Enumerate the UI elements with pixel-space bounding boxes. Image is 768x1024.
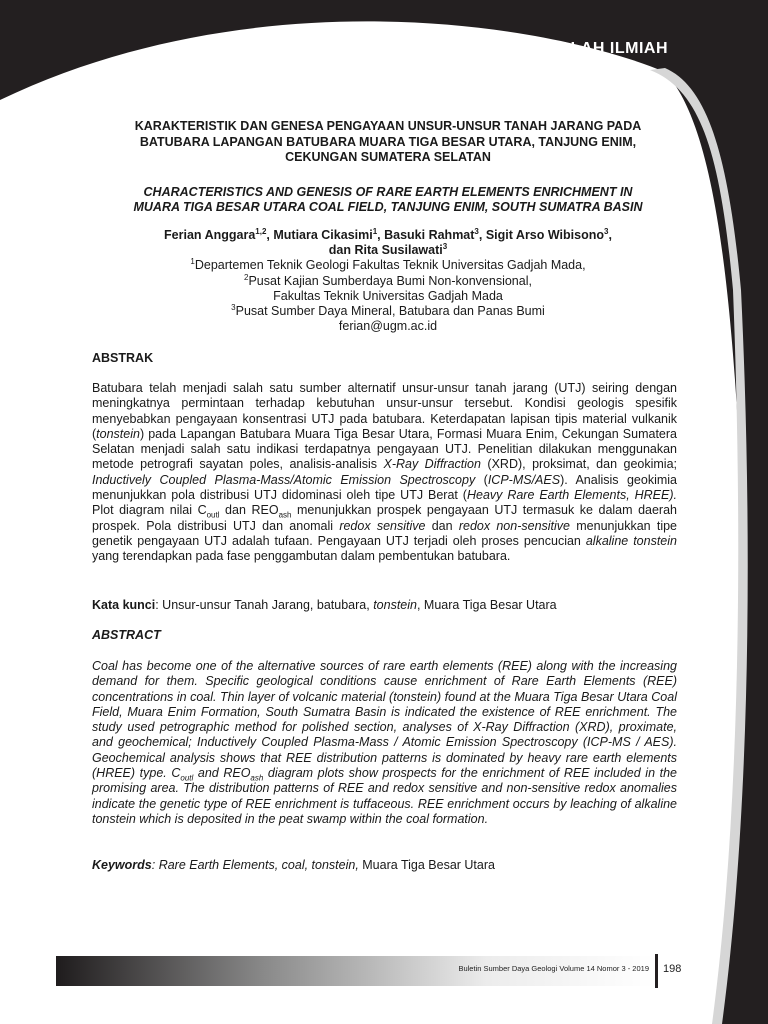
title-id-line2: BATUBARA LAPANGAN BATUBARA MUARA TIGA BESAR UTARA, TANJUNG ENIM, bbox=[139, 134, 637, 149]
author-2: Mutiara Cikasimi bbox=[273, 228, 373, 242]
authors-block bbox=[86, 228, 690, 334]
abstract-paragraph: Coal has become one of the alternative sources of rare earth elements (REE) along with the increasing demand for them. Specific geological conditions cause enrichment of Rare Earth Elements (REE) concentrations in coal. Thin layer of volcanic material (tonstein) found at the Muara Tiga Besar Utara Coal Field, Muara Enim Formation, South Sumatra Basin is indicated the existence of REE enrichment. The study used petrographic method for polished section, analyses of X-Ray Diffraction (XRD), proximate, and geochemical; Inductively Coupled Plasma-Mass / Atomic Emission Spectroscopy (ICP-MS / AES). Geochemical analysis shows that REE distribution patterns is dominated by heavy rare earth elements (HREE) type. $C_{outl}$ and $REO_{ash}$ diagram plots show prospects for the enrichment of REE included in the promising area. The distribution patterns of REE and redox sensitive and non-sensitive redox anomalies indicate the genetic type of REE enrichment is tuffaceous. REE enrichment occurs by leaching of alkaline tonstein which is deposited in the peat swamp within the coal formation. bbox=[92, 659, 677, 826]
affiliation-1: $^1$Departemen Teknik Geologi Fakultas Teknik Universitas Gadjah Mada, bbox=[190, 257, 586, 273]
author-3: Basuki Rahmat bbox=[384, 228, 475, 242]
title-english bbox=[86, 185, 690, 216]
title-en-line2: MUARA TIGA BESAR UTARA COAL FIELD, TANJUNG ENIM, SOUTH SUMATRA BASIN bbox=[133, 200, 643, 214]
author-names-line1: Ferian Anggara$^{1,2}$, Mutiara Cikasimi$^1$, Basuki Rahmat$^3$, Sigit Arso Wibisono$^3$, bbox=[164, 226, 612, 242]
author-1: Ferian Anggara bbox=[164, 228, 256, 242]
title-en-line1: CHARACTERISTICS AND GENESIS OF RARE EARTH ELEMENTS ENRICHMENT IN bbox=[143, 184, 633, 199]
author-5: Rita Susilawati bbox=[354, 243, 443, 258]
footer-journal: Buletin Sumber Daya Geologi Volume 14 Nomor 3 - 2019 bbox=[458, 964, 649, 973]
abstrak-paragraph: Batubara telah menjadi salah satu sumber alternatif unsur-unsur tanah jarang (UTJ) seiring dengan meningkatnya permintaan terhadap kebutuhan unsur-unsur tersebut. Kondisi geologis spesifik menyebabkan pengayaan konsentrasi UTJ pada batubara. Keterdapatan lapisan tipis material vulkanik (tonstein) pada Lapangan Batubara Muara Tiga Besar Utara, Formasi Muara Enim, Cekungan Sumatera Selatan menjadi salah satu indikasi terdapatnya pengayaan UTJ. Penelitian dilakukan menggunakan metode petrografi sayatan poles, analisis-analisis X-Ray Diffraction (XRD), proksimat, dan geokimia; Inductively Coupled Plasma-Mass/Atomic Emission Spectroscopy (ICP-MS/AES). Analisis geokimia menunjukkan pola distribusi UTJ didominasi oleh tipe UTJ Berat (Heavy Rare Earth Elements, HREE). Plot diagram nilai $C_{outl}$ dan $REO_{ash}$ menunjukkan prospek pengayaan UTJ termasuk ke dalam daerah prospek. Pola distribusi UTJ dan anomali redox sensitive dan redox non-sensitive menunjukkan tipe genetik pengayaan UTJ adalah tufaan. Pengayaan UTJ terjadi oleh proses pencucian alkaline tonstein yang terendapkan pada fase penggambutan dalam pembentukan batubara. bbox=[92, 381, 678, 564]
affiliation-2: $^2$Pusat Kajian Sumberdaya Bumi Non-konvensional, bbox=[244, 272, 532, 288]
kata-kunci: Kata kunci: Unsur-unsur Tanah Jarang, batubara, tonstein, Muara Tiga Besar Utara bbox=[92, 598, 557, 612]
author-4: Sigit Arso Wibisono bbox=[485, 228, 604, 242]
abstrak-heading: ABSTRAK bbox=[92, 351, 154, 365]
author-email: ferian@ugm.ac.id bbox=[338, 319, 438, 334]
page-number: 198 bbox=[663, 963, 682, 975]
title-indonesian bbox=[86, 119, 690, 166]
affiliation-2b: Fakultas Teknik Universitas Gadjah Mada bbox=[273, 288, 503, 303]
affiliation-3: $^3$Pusat Sumber Daya Mineral, Batubara dan Panas Bumi bbox=[231, 302, 545, 319]
title-id-line1: KARAKTERISTIK DAN GENESA PENGAYAAN UNSUR-UNSUR TANAH JARANG PADA bbox=[134, 119, 642, 133]
section-label: MAKALAH ILMIAH bbox=[520, 40, 668, 57]
title-id-line3: CEKUNGAN SUMATERA SELATAN bbox=[285, 150, 491, 164]
keywords: Keywords: Rare Earth Elements, coal, tonstein, Muara Tiga Besar Utara bbox=[92, 858, 495, 872]
title-block bbox=[86, 119, 690, 216]
author-names-line2: dan Rita Susilawati$^3$ bbox=[328, 242, 448, 258]
abstract-heading: ABSTRACT bbox=[92, 628, 161, 642]
